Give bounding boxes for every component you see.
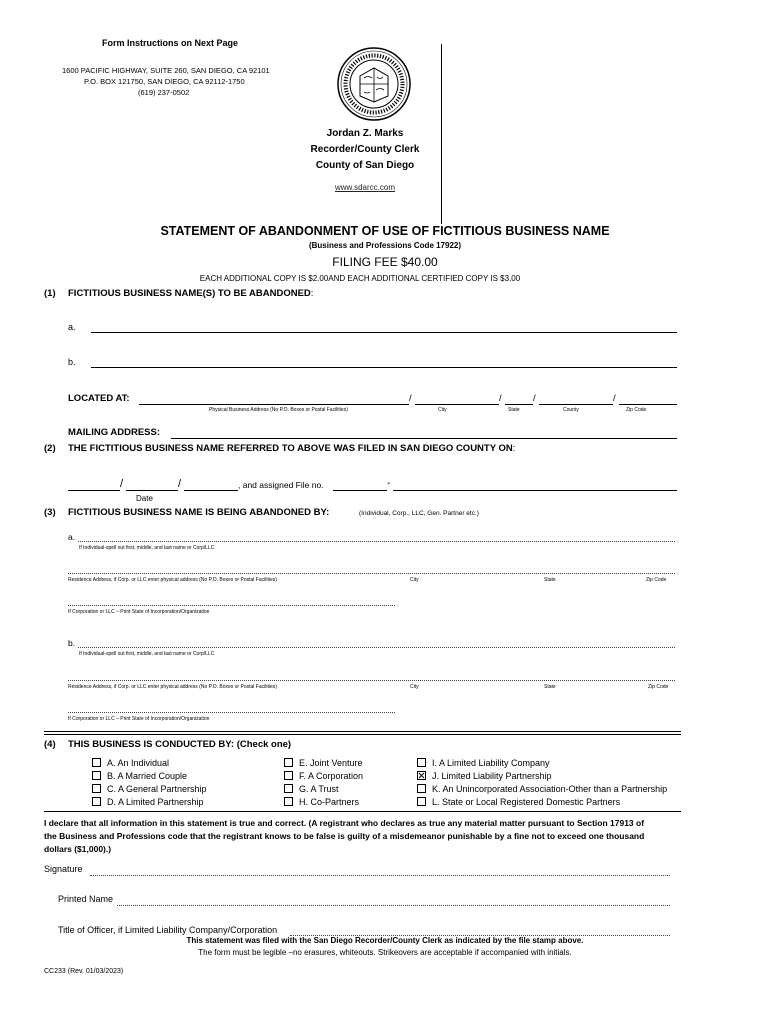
registrant-a-city-hint: City xyxy=(410,577,419,583)
file-number-dash: - xyxy=(387,478,391,489)
option-llp[interactable]: J. Limited Liability Partnership xyxy=(417,771,552,781)
file-number-label: , and assigned File no. xyxy=(238,480,324,490)
option-general-partnership[interactable]: C. A General Partnership xyxy=(92,784,207,794)
registrant-b-city-hint: City xyxy=(410,684,419,690)
office-phone: (619) 237-0502 xyxy=(138,88,190,97)
filed-year-field[interactable] xyxy=(184,490,238,491)
business-name-b-field[interactable] xyxy=(91,367,677,368)
option-co-partners[interactable]: H. Co-Partners xyxy=(284,797,359,807)
printed-name-label: Printed Name xyxy=(58,894,114,904)
registrant-a-state-of-incorporation-field[interactable] xyxy=(68,605,395,606)
slash: / xyxy=(613,393,616,404)
registrant-a-state-hint: State xyxy=(544,577,556,583)
checkbox-icon[interactable] xyxy=(92,771,101,780)
registrant-a-corp-hint: If Corporation or LLC – Print State of Incorporation/Organization xyxy=(68,609,210,615)
checkbox-icon[interactable] xyxy=(284,758,293,767)
form-title: STATEMENT OF ABANDONMENT OF USE OF FICTITIOUS BUSINESS NAME xyxy=(160,224,610,238)
option-married-couple[interactable]: B. A Married Couple xyxy=(92,771,187,781)
filing-fee: FILING FEE $40.00 xyxy=(332,255,438,269)
county-hint: County xyxy=(563,407,579,413)
option-trust[interactable]: G. A Trust xyxy=(284,784,339,794)
option-individual[interactable]: A. An Individual xyxy=(92,758,169,768)
zip-hint: Zip Code xyxy=(626,407,647,413)
section-1-number: (1) xyxy=(44,288,56,299)
signature-field[interactable] xyxy=(90,875,670,876)
checkbox-icon[interactable] xyxy=(284,797,293,806)
county-name: County of San Diego xyxy=(315,160,415,171)
located-at-county-field[interactable] xyxy=(539,404,613,405)
option-unincorporated-association[interactable]: K. An Unincorporated Association-Other than a Partnership xyxy=(417,784,667,794)
officer-title-label: Title of Officer, if Limited Liability Company/Corporation xyxy=(58,925,278,935)
section-2-number: (2) xyxy=(44,443,56,454)
checkbox-icon[interactable] xyxy=(284,771,293,780)
mailing-address-label: MAILING ADDRESS: xyxy=(68,427,161,438)
registrant-a-residence-hint: Residence Address, if Corp. or LLC enter physical address (No P.O. Boxes or Postal Facilities) xyxy=(68,577,277,583)
form-revision: CC233 (Rev. 01/03/2023) xyxy=(44,968,124,975)
registrant-b-corp-hint: If Corporation or LLC – Print State of Incorporation/Organization xyxy=(68,716,210,722)
registrant-a-name-field[interactable] xyxy=(78,541,675,542)
address-hint: Physical Business Address (No P.O. Boxes or Postal Facilities) xyxy=(209,407,348,413)
registrant-b-residence-hint: Residence Address, if Corp. or LLC enter physical address (No P.O. Boxes or Postal Facilities) xyxy=(68,684,277,690)
filed-day-field[interactable] xyxy=(126,490,178,491)
slash: / xyxy=(120,478,124,490)
business-name-b-label: b. xyxy=(68,357,76,367)
option-limited-partnership[interactable]: D. A Limited Partnership xyxy=(92,797,204,807)
option-domestic-partners[interactable]: L. State or Local Registered Domestic Partners xyxy=(417,797,620,807)
filed-note: This statement was filed with the San Diego Recorder/County Clerk as indicated by the file stamp above. xyxy=(186,936,584,945)
section-1-heading: FICTITIOUS BUSINESS NAME(S) TO BE ABANDONED: xyxy=(68,288,314,299)
website-link[interactable]: www.sdarcc.com xyxy=(334,183,395,192)
option-llc[interactable]: I. A Limited Liability Company xyxy=(417,758,550,768)
business-name-a-field[interactable] xyxy=(91,332,677,333)
located-at-zip-field[interactable] xyxy=(619,404,677,405)
office-address-line-2: P.O. BOX 121750, SAN DIEGO, CA 92112-1750 xyxy=(84,77,245,86)
official-title: Recorder/County Clerk xyxy=(310,144,420,155)
form-code: (Business and Professions Code 17922) xyxy=(308,241,462,250)
checkbox-icon[interactable] xyxy=(417,784,426,793)
file-number-prefix-field[interactable] xyxy=(333,490,387,491)
registrant-b-zip-hint: Zip Code xyxy=(648,684,669,690)
registrant-a-name-hint: If Individual-spell out first, middle, and last name or Corp/LLC xyxy=(79,545,215,551)
legible-note: The form must be legible –no erasures, whiteouts. Strikeovers are acceptable if accompanied with initials. xyxy=(198,948,572,957)
section-4-heading: THIS BUSINESS IS CONDUCTED BY: (Check one) xyxy=(68,739,292,750)
registrant-b-state-of-incorporation-field[interactable] xyxy=(68,712,395,713)
option-joint-venture[interactable]: E. Joint Venture xyxy=(284,758,363,768)
registrant-b-residence-field[interactable] xyxy=(68,680,675,681)
state-hint: State xyxy=(508,407,520,413)
declaration-line-1: I declare that all information in this statement is true and correct. (A registrant who declares as true any material matter pursuant to Section 17913 of xyxy=(44,818,645,828)
official-name: Jordan Z. Marks xyxy=(326,128,404,139)
located-at-label: LOCATED AT: xyxy=(68,393,130,404)
slash: / xyxy=(409,393,412,404)
declaration-line-2: the Business and Professions code that the registrant knows to be false is guilty of a misdemeanor punishable by a fine not to exceed one thousand xyxy=(44,831,645,841)
section-3-heading: FICTITIOUS BUSINESS NAME IS BEING ABANDONED BY: xyxy=(68,507,330,518)
option-corporation[interactable]: F. A Corporation xyxy=(284,771,363,781)
signature-label: Signature xyxy=(44,864,83,874)
section-divider xyxy=(44,731,681,735)
business-name-a-label: a. xyxy=(68,322,76,332)
located-at-address-field[interactable] xyxy=(139,404,409,405)
registrant-b-name-field[interactable] xyxy=(78,647,675,648)
slash: / xyxy=(499,393,502,404)
checkbox-checked-icon[interactable] xyxy=(417,771,426,780)
declaration-line-3: dollars ($1,000).) xyxy=(44,844,112,854)
slash: / xyxy=(178,478,182,490)
checkbox-icon[interactable] xyxy=(417,758,426,767)
county-seal-icon xyxy=(336,46,412,122)
office-address-line-1: 1600 PACIFIC HIGHWAY, SUITE 260, SAN DIEGO, CA 92101 xyxy=(62,66,270,75)
checkbox-icon[interactable] xyxy=(92,784,101,793)
file-number-field[interactable] xyxy=(393,490,677,491)
filed-month-field[interactable] xyxy=(68,490,120,491)
copy-fee-note: EACH ADDITIONAL COPY IS $2.00AND EACH ADDITIONAL CERTIFIED COPY IS $3.00 xyxy=(199,274,521,283)
located-at-state-field[interactable] xyxy=(505,404,533,405)
registrant-b-state-hint: State xyxy=(544,684,556,690)
registrant-a-label: a. xyxy=(68,532,76,542)
checkbox-icon[interactable] xyxy=(92,797,101,806)
registrant-b-label: b. xyxy=(68,638,76,648)
section-3-hint: (Individual, Corp., LLC, Gen. Partner etc.) xyxy=(359,510,479,517)
located-at-city-field[interactable] xyxy=(415,404,499,405)
section-divider xyxy=(44,811,681,812)
section-2-heading: THE FICTITIOUS BUSINESS NAME REFERRED TO ABOVE WAS FILED IN SAN DIEGO COUNTY ON: xyxy=(68,443,516,454)
section-3-number: (3) xyxy=(44,507,56,518)
checkbox-icon[interactable] xyxy=(417,797,426,806)
mailing-address-field[interactable] xyxy=(171,438,677,439)
date-hint: Date xyxy=(136,494,153,503)
city-hint: City xyxy=(438,407,447,413)
checkbox-icon[interactable] xyxy=(92,758,101,767)
checkbox-icon[interactable] xyxy=(284,784,293,793)
registrant-a-zip-hint: Zip Code xyxy=(646,577,667,583)
registrant-b-name-hint: If Individual-spell out first, middle, and last name or Corp/LLC xyxy=(79,651,215,657)
printed-name-field[interactable] xyxy=(117,905,670,906)
registrant-a-residence-field[interactable] xyxy=(68,573,675,574)
form-instructions-note: Form Instructions on Next Page xyxy=(102,38,239,48)
slash: / xyxy=(533,393,536,404)
section-4-number: (4) xyxy=(44,739,56,750)
